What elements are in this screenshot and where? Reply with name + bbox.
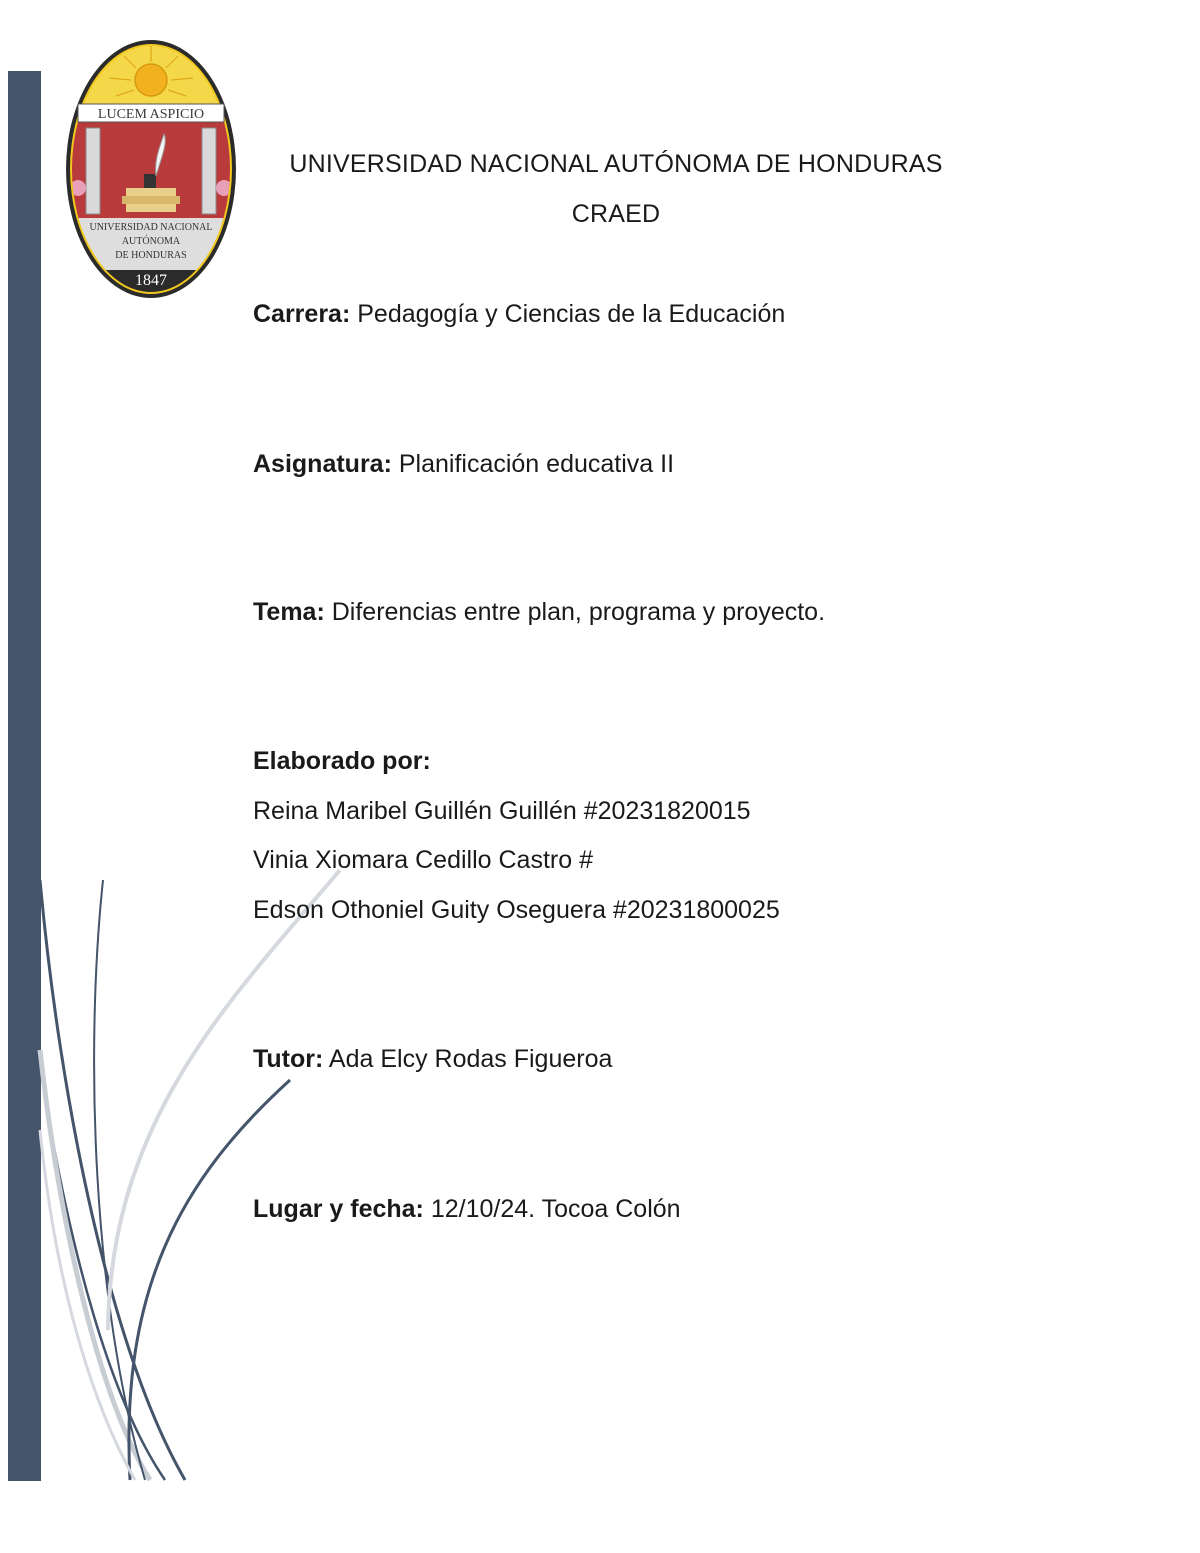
university-name: UNIVERSIDAD NACIONAL AUTÓNOMA DE HONDURAS <box>289 150 943 178</box>
center-name: CRAED <box>571 200 661 228</box>
field-elaborado <box>253 747 431 776</box>
field-lugar-fecha <box>253 1195 681 1224</box>
asignatura-value: Planificación educativa II <box>398 450 675 478</box>
author-item: Edson Othoniel Guity Oseguera #20231800025 <box>253 896 780 924</box>
seal-name-line1: UNIVERSIDAD NACIONAL <box>89 222 213 233</box>
seal-year: 1847 <box>135 272 167 289</box>
elaborado-label: Elaborado por: <box>253 747 431 775</box>
tema-value: Diferencias entre plan, programa y proyecto. <box>331 598 826 626</box>
carrera-label: Carrera: <box>253 300 351 328</box>
lugar-value: 12/10/24. Tocoa Colón <box>430 1195 681 1223</box>
tutor-value: Ada Elcy Rodas Figueroa <box>328 1045 613 1073</box>
carrera-value: Pedagogía y Ciencias de la Educación <box>357 300 786 328</box>
field-asignatura <box>253 450 674 479</box>
author-item: Vinia Xiomara Cedillo Castro # <box>253 846 593 874</box>
field-carrera <box>253 300 785 329</box>
author-item: Reina Maribel Guillén Guillén #20231820015 <box>253 797 751 825</box>
decorative-side-bar <box>8 71 41 1481</box>
seal-motto: LUCEM ASPICIO <box>97 107 205 122</box>
asignatura-label: Asignatura: <box>253 450 392 478</box>
seal-name-line2: AUTÓNOMA <box>121 236 181 247</box>
lugar-label: Lugar y fecha: <box>253 1195 424 1223</box>
seal-name-line3: DE HONDURAS <box>115 250 187 261</box>
field-tutor <box>253 1045 612 1074</box>
tutor-label: Tutor: <box>253 1045 324 1073</box>
field-tema <box>253 598 825 627</box>
tema-label: Tema: <box>253 598 325 626</box>
